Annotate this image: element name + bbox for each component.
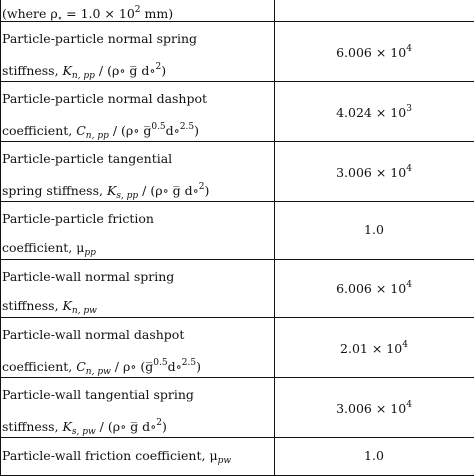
reference-note: (where $\rho_\circ = 1.0 \times 10^2$ mm)	[2, 5, 174, 24]
table-row	[0, 378, 474, 438]
table-row	[0, 202, 474, 260]
table-row	[0, 260, 474, 318]
table-row	[0, 22, 474, 82]
parameter-value: $6.006 \times 10^4$	[336, 44, 412, 60]
parameter-name: Particle-wall friction coefficient, $\mu_{pw}$	[2, 448, 232, 466]
parameter-name: Particle-particle friction coefficient, $\mu_{pp}$	[2, 211, 154, 258]
reference-note-row	[0, 0, 474, 22]
parameter-name: Particle-wall normal spring stiffness, $K_{n, pw}$	[2, 269, 175, 316]
parameter-value: $4.024 \times 10^3$	[336, 104, 412, 120]
parameter-name: Particle-particle normal dashpot coefficient, $C_{n, pp}$ / (ρ∘ g̅$^{0.5}$d∘$^{2.5}$)	[2, 91, 208, 141]
table-row	[0, 438, 474, 476]
table-row	[0, 318, 474, 378]
parameter-value: $3.006 \times 10^4$	[336, 164, 412, 180]
parameter-value: $3.006 \times 10^4$	[336, 400, 412, 416]
parameter-name: Particle-particle normal spring stiffness, $K_{n, pp}$ / (ρ∘ g̅ d∘$^2$)	[2, 31, 198, 81]
parameter-name: Particle-wall normal dashpot coefficient, $C_{n, pw}$ / ρ∘ (g̅$^{0.5}$d∘$^{2.5}$)	[2, 327, 201, 377]
parameter-name: Particle-particle tangential spring stiffness, $K_{s, pp}$ / (ρ∘ g̅ d∘$^2$)	[2, 151, 210, 201]
table-row	[0, 142, 474, 202]
parameter-value: 1.0	[364, 222, 384, 237]
parameter-value: $6.006 \times 10^4$	[336, 280, 412, 296]
parameter-name: Particle-wall tangential spring stiffness, $K_{s, pw}$ / (ρ∘ g̅ d∘$^2$)	[2, 387, 194, 437]
table-row	[0, 82, 474, 142]
parameter-value: 1.0	[364, 448, 384, 463]
parameter-value: $2.01 \times 10^4$	[340, 340, 408, 356]
